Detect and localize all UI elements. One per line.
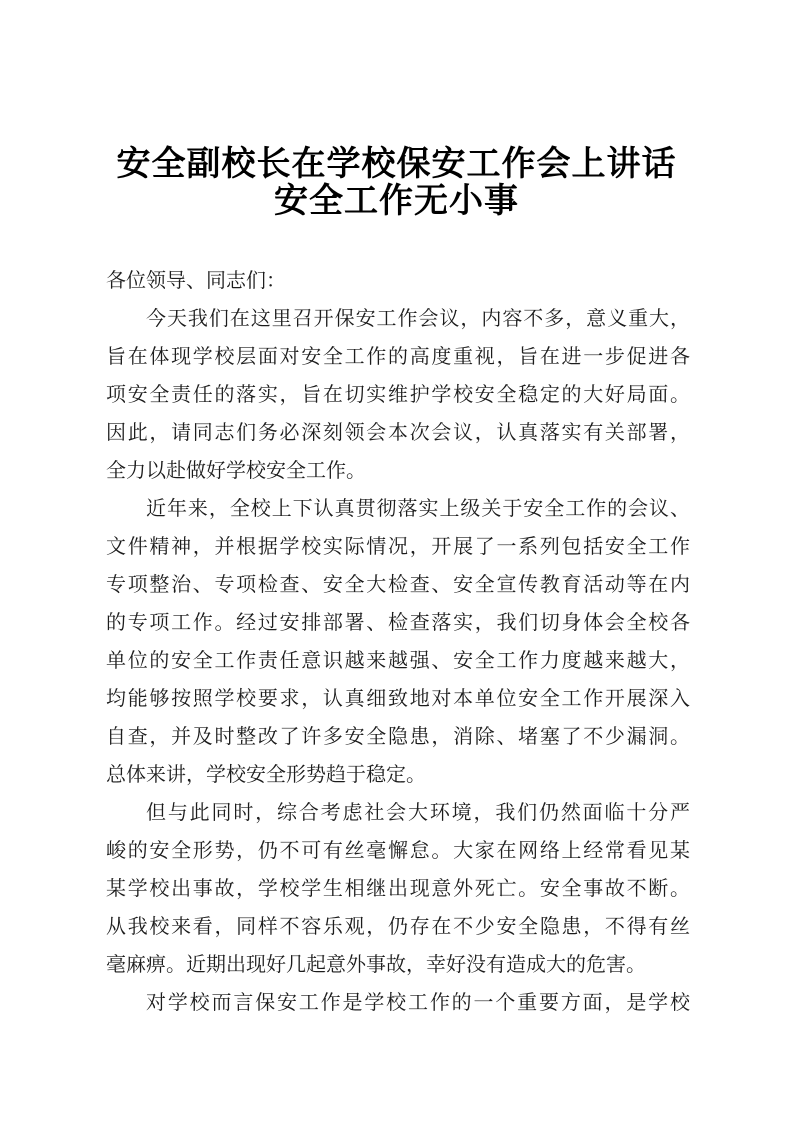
- text-line: 因此，请同志们务必深刻领会本次会议，认真落实有关部署，: [106, 422, 690, 444]
- document-title: [0, 146, 793, 220]
- paragraph: [106, 300, 690, 490]
- title-line-2: 安全工作无小事: [274, 183, 519, 220]
- text-line: 文件精神，并根据学校实际情况，开展了一系列包括安全工作: [106, 536, 690, 558]
- text-line: 专项整治、专项检查、安全大检查、安全宣传教育活动等在内: [106, 574, 690, 596]
- text-line: 单位的安全工作责任意识越来越强、安全工作力度越来越大，: [106, 650, 690, 672]
- text-line: 全力以赴做好学校安全工作。: [106, 460, 366, 482]
- paragraph: [106, 490, 690, 794]
- paragraph: [106, 794, 690, 984]
- text-line: 的专项工作。经过安排部署、检查落实，我们切身体会全校各: [106, 612, 690, 634]
- title-line-1: 安全副校长在学校保安工作会上讲话: [116, 146, 677, 183]
- text-line: 但与此同时，综合考虑社会大环境，我们仍然面临十分严: [146, 802, 690, 824]
- text-line: 今天我们在这里召开保安工作会议，内容不多，意义重大，: [146, 308, 690, 330]
- text-line: 旨在体现学校层面对安全工作的高度重视，旨在进一步促进各: [106, 346, 690, 368]
- text-line: 项安全责任的落实，旨在切实维护学校安全稳定的大好局面。: [106, 384, 690, 406]
- text-line: 峻的安全形势，仍不可有丝毫懈怠。大家在网络上经常看见某: [106, 840, 690, 862]
- text-line: 近年来，全校上下认真贯彻落实上级关于安全工作的会议、: [146, 498, 690, 520]
- paragraph: [106, 262, 690, 300]
- document-body: [106, 262, 690, 1022]
- text-line: 自查，并及时整改了许多安全隐患，消除、堵塞了不少漏洞。: [106, 726, 690, 748]
- text-line: 对学校而言保安工作是学校工作的一个重要方面，是学校: [146, 992, 690, 1014]
- paragraph: [106, 984, 690, 1022]
- text-line: 总体来讲，学校安全形势趋于稳定。: [106, 764, 426, 786]
- text-line: 各位领导、同志们：: [106, 270, 286, 292]
- text-line: 某学校出事故，学校学生相继出现意外死亡。安全事故不断。: [106, 878, 690, 900]
- text-line: 从我校来看，同样不容乐观，仍存在不少安全隐患，不得有丝: [106, 916, 690, 938]
- text-line: 毫麻痹。近期出现好几起意外事故，幸好没有造成大的危害。: [106, 954, 646, 976]
- text-line: 均能够按照学校要求，认真细致地对本单位安全工作开展深入: [106, 688, 690, 710]
